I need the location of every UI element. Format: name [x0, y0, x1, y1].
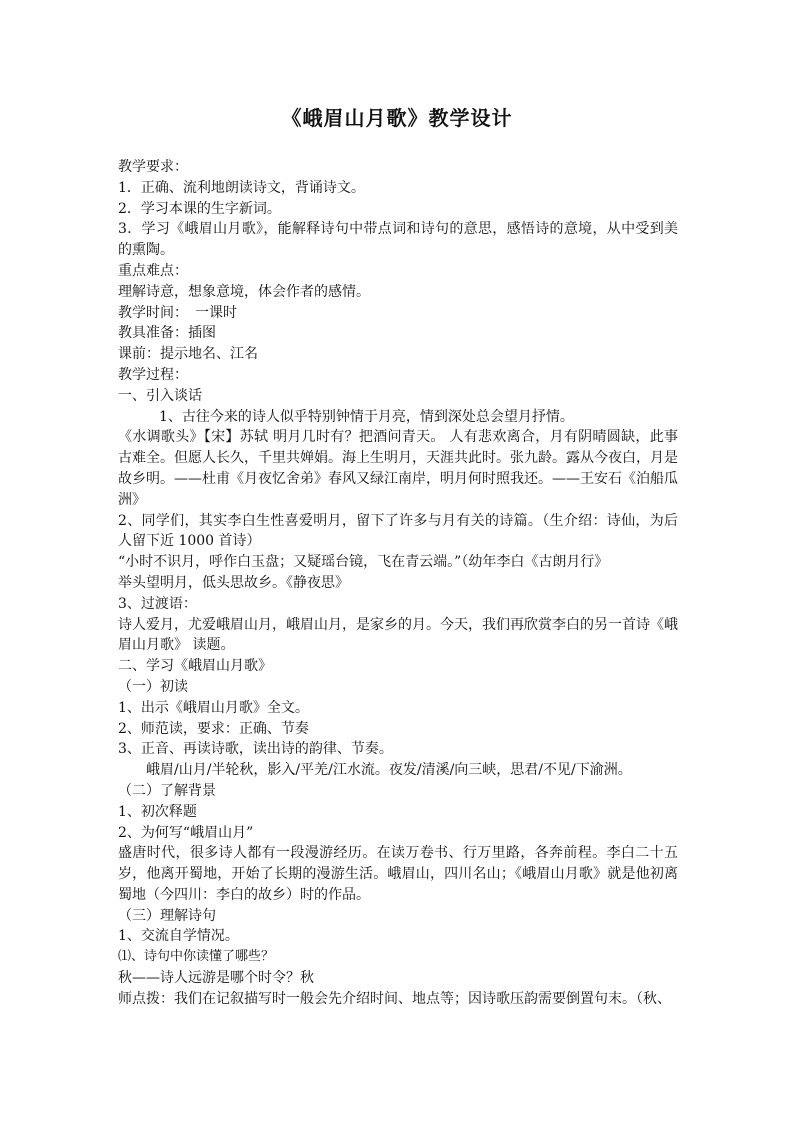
paragraph: 理解诗意，想象意境，体会作者的感情。	[118, 283, 370, 300]
paragraph: ⑴、诗句中你读懂了哪些？	[118, 949, 275, 965]
paragraph: 2、同学们，其实李白生性喜爱明月，留下了许多与月有关的诗篇。（生介绍：诗仙，为后人留下近 1000 首诗）	[118, 512, 678, 550]
document-title: 《峨眉山月歌》教学设计	[281, 106, 513, 130]
paragraph: 3、过渡语：	[118, 595, 197, 612]
section-heading: 一、引入谈话	[118, 387, 202, 404]
paragraph: 3．学习《峨眉山月歌》，能解释诗句中带点词和诗句的意思，感悟诗的意境，从中受到美的熏陶。	[118, 221, 678, 259]
paragraph: 1、出示《峨眉山月歌》全文。	[118, 699, 309, 716]
section-heading: 教学过程：	[118, 366, 188, 383]
poem-rhythm-line: 峨眉/山月/半轮秋，影入/平羌/江水流。夜发/清溪/向三峡，思君/不见/下渝洲。	[146, 762, 632, 779]
paragraph: 课前：提示地名、江名	[118, 346, 258, 363]
document-body	[118, 157, 678, 1010]
subsection-heading: （一）初读	[118, 678, 188, 695]
paragraph: 举头望明月，低头思故乡。《静夜思》	[118, 574, 349, 591]
subsection-heading: （二）了解背景	[118, 782, 216, 799]
paragraph: 2．学习本课的生字新词。	[118, 200, 281, 217]
paragraph: “小时不识月，呼作白玉盘；又疑瑶台镜，飞在青云端。”（幼年李白《古朗月行》	[118, 554, 609, 571]
paragraph: 师点拨：我们在记叙描写时一般会先介绍时间、地点等；因诗歌压韵需要倒置句末。（秋、	[118, 990, 671, 1007]
section-heading: 重点难点：	[118, 262, 188, 279]
paragraph: 教学时间： 一课时	[118, 304, 237, 321]
paragraph: 2、为何写“峨眉山月”	[118, 824, 254, 841]
section-heading: 教学要求：	[118, 159, 188, 175]
paragraph: 1、交流自学情况。	[118, 928, 239, 945]
paragraph: 1、初次释题	[118, 803, 197, 820]
subsection-heading: （三）理解诗句	[118, 907, 216, 924]
paragraph: 1、古往今来的诗人似乎特别钟情于月亮，情到深处总会望月抒情。	[159, 408, 574, 425]
paragraph: 盛唐时代，很多诗人都有一段漫游经历。在读万卷书、行万里路，各奔前程。李白二十五岁，他离开蜀地，开始了长期的漫游生活。峨眉山，四川名山；《峨眉山月歌》就是他初离蜀地（今四川：李白的故乡）时的作品。	[118, 845, 678, 903]
paragraph: 3、正音、再读诗歌，读出诗的韵律、节奏。	[118, 741, 393, 758]
poem-quotes-paragraph: 《水调歌头》【宋】苏轼 明月几时有？把酒问青天。 人有悲欢离合，月有阴晴圆缺，此事古难全。但愿人长久，千里共婵娟。海上生明月，天涯共此时。张九龄。露从今夜白，月是故乡明。——杜甫《月夜忆舍弟》春风又绿江南岸，明月何时照我还。——王安石《泊船瓜洲》	[118, 429, 678, 508]
paragraph: 2、师范读，要求：正确、节奏	[118, 720, 309, 737]
section-heading: 二、学习《峨眉山月歌》	[118, 658, 272, 675]
paragraph: 诗人爱月，尤爱峨眉山月，峨眉山月，是家乡的月。今天，我们再欣赏李白的另一首诗《峨眉山月歌》 读题。	[118, 616, 678, 654]
paragraph: 教具准备：插图	[118, 325, 216, 342]
paragraph: 秋——诗人远游是哪个时令？秋	[118, 970, 314, 987]
paragraph: 1．正确、流利地朗读诗文，背诵诗文。	[118, 179, 365, 196]
